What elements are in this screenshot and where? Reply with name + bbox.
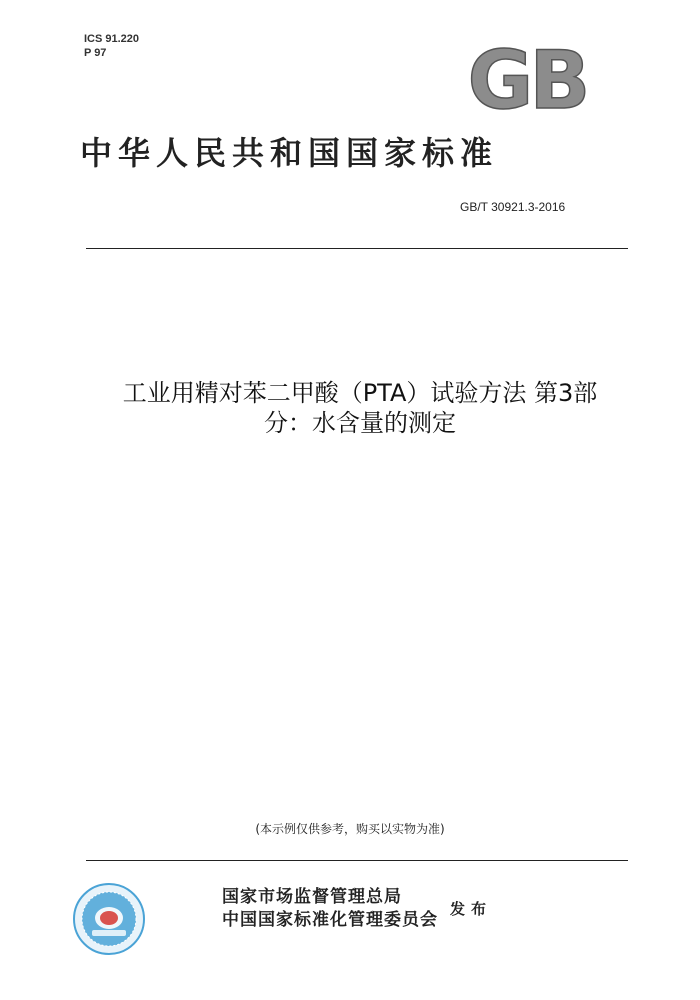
publishers: [222, 886, 438, 932]
header-divider: [86, 248, 628, 249]
publisher-samr: 国家市场监督管理总局: [222, 887, 402, 907]
ccs-code: P 97: [84, 47, 107, 59]
sample-notice: (本示例仅供参考，购买以实物为准): [255, 822, 445, 836]
standard-number: GB/T 30921.3-2016: [460, 200, 566, 214]
gb-logo: [462, 42, 592, 114]
publisher-sac: 中国国家标准化管理委员会: [222, 910, 438, 930]
document-title-line2: 分：水含量的测定: [264, 409, 456, 437]
footer-divider: [86, 860, 628, 861]
national-standard-title: 中华人民共和国国家标准: [80, 134, 499, 172]
release-label: 发布: [450, 900, 493, 918]
certification-seal-icon: [72, 882, 146, 956]
document-title-line1: 工业用精对苯二甲酸（PTA）试验方法 第3部: [122, 379, 598, 407]
svg-text:GB: GB: [467, 42, 587, 114]
document-title: [40, 378, 680, 438]
ics-code: ICS 91.220: [84, 33, 140, 45]
classification-codes: [84, 32, 139, 60]
